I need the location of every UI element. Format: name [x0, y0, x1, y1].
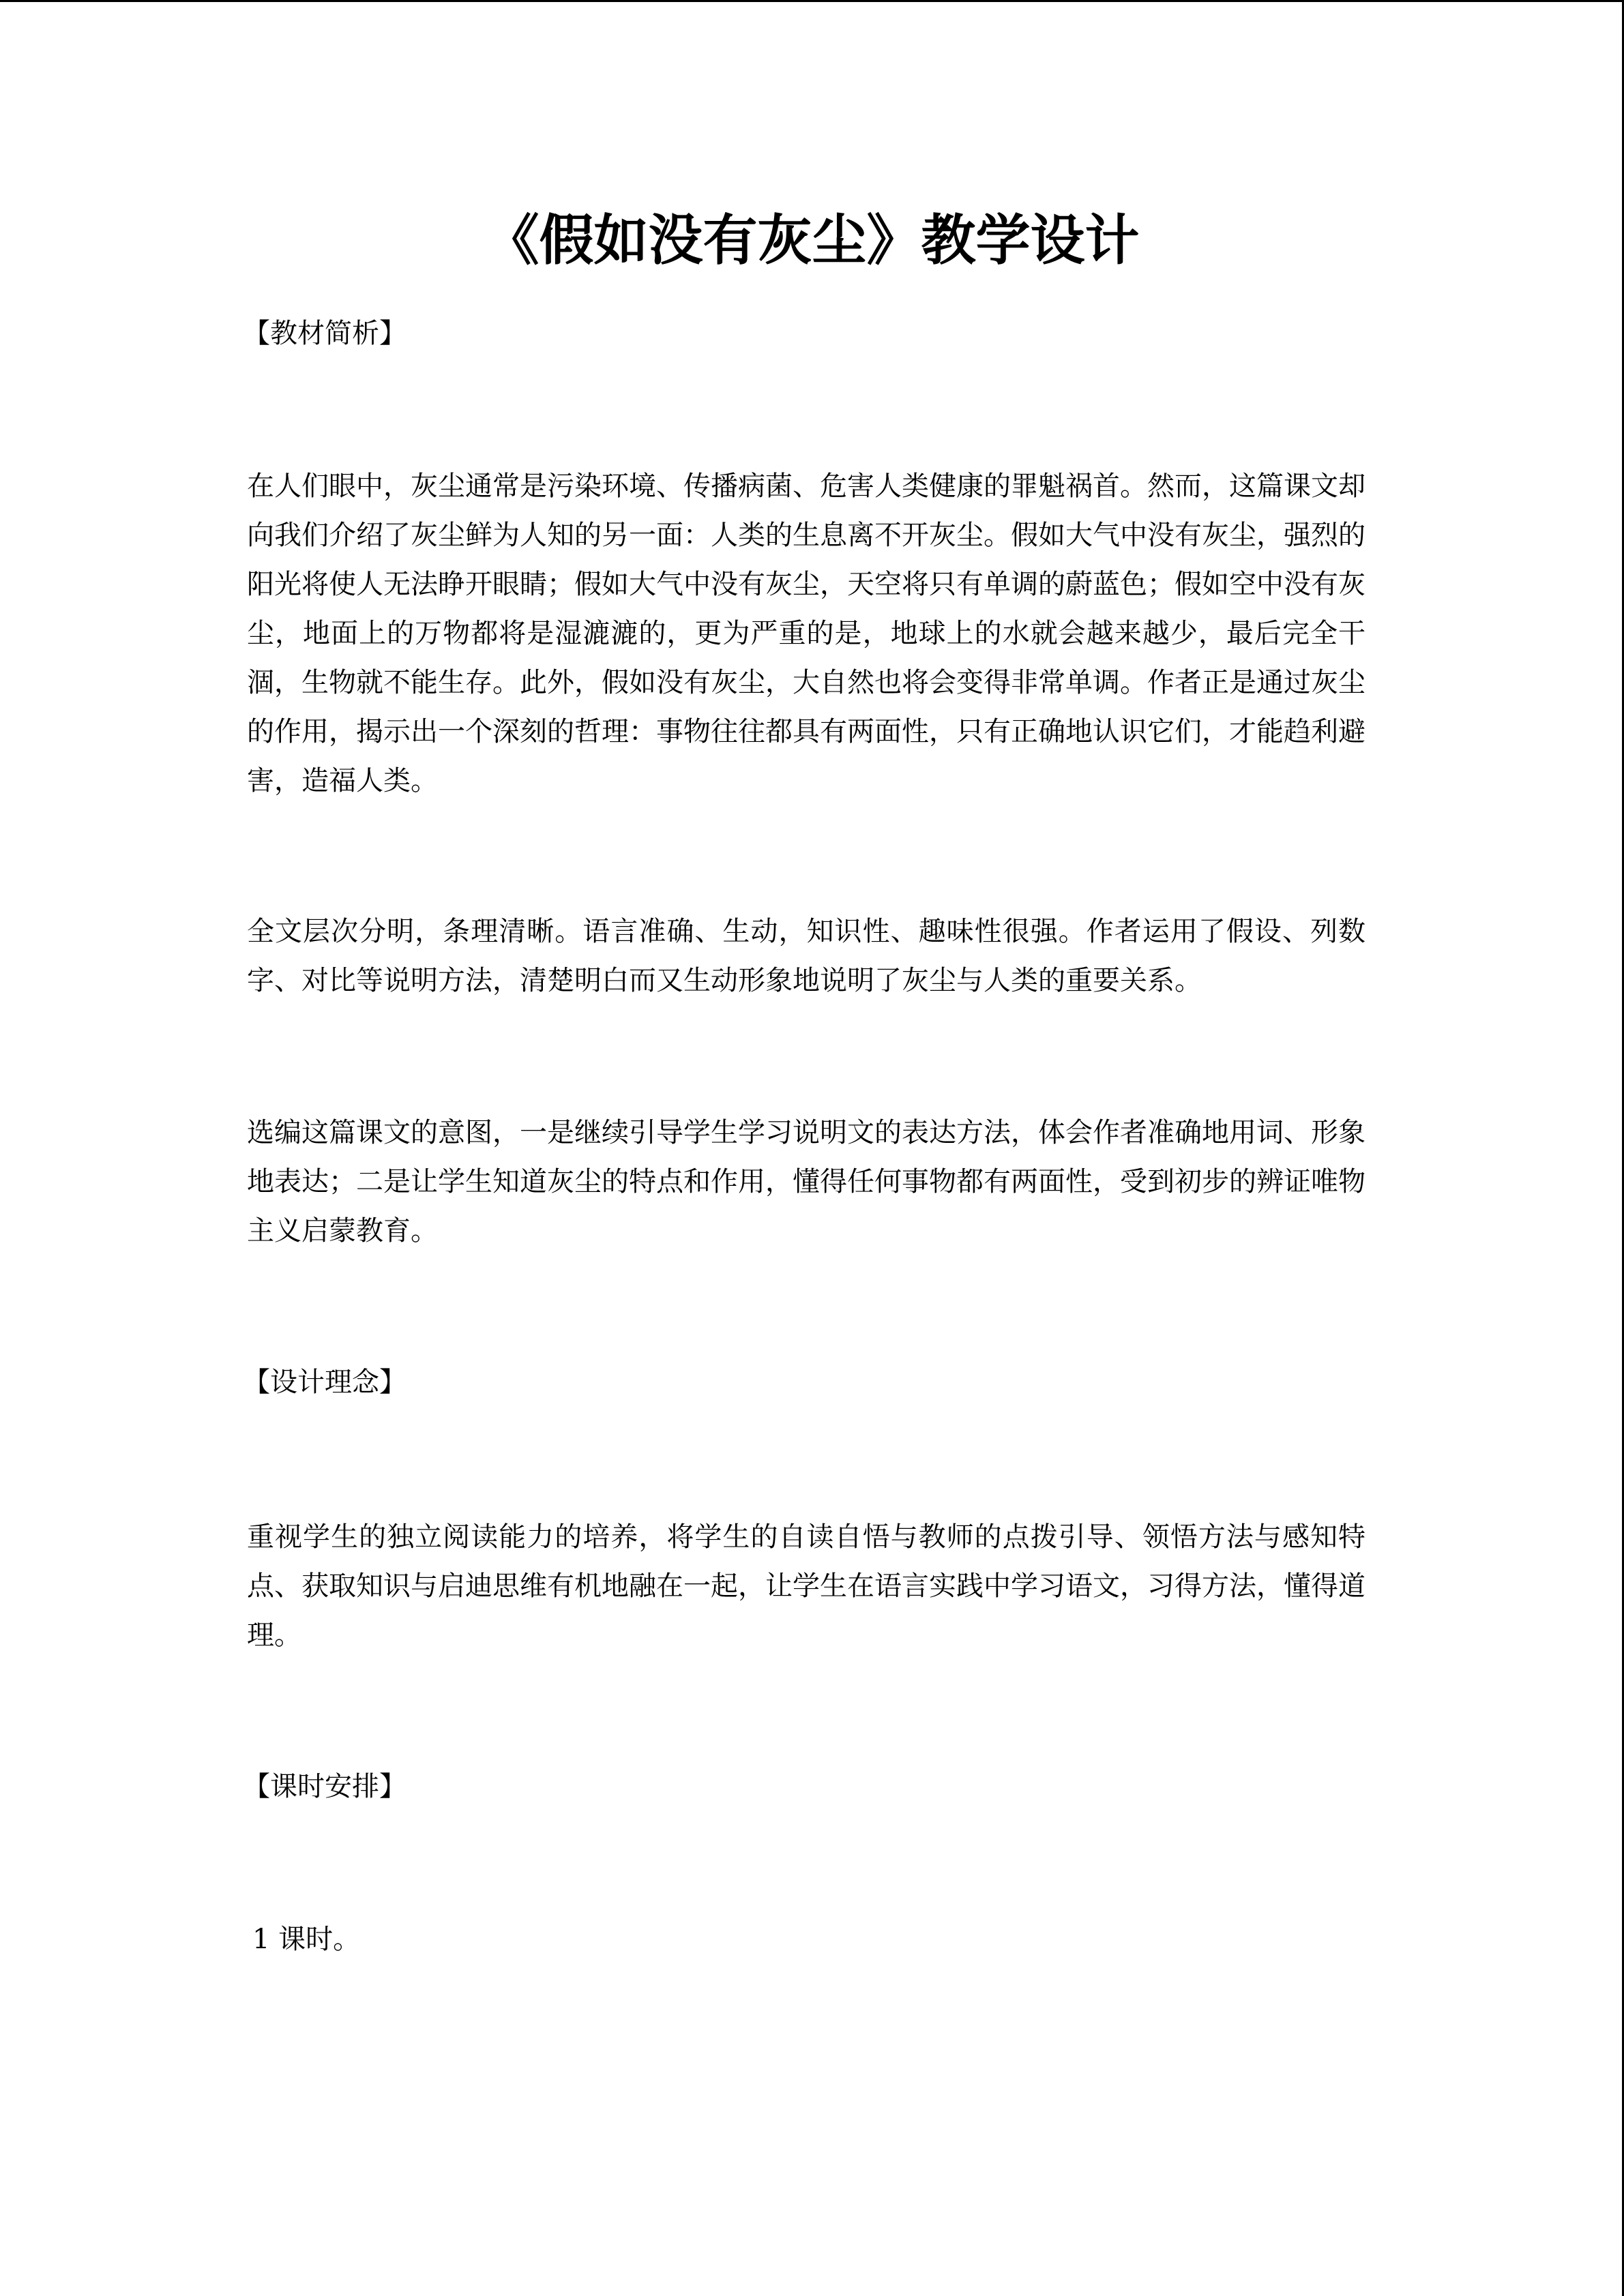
section-heading-design-concept: 【设计理念】 — [243, 1367, 407, 1398]
page-title: 《假如没有灰尘》教学设计 — [484, 208, 1140, 272]
paragraph-textbook-analysis-3: 选编这篇课文的意图，一是继续引导学生学习说明文的表达方法，体会作者准确地用词、形象地表达；二是让学生知道灰尘的特点和作用，懂得任何事物都有两面性，受到初步的辨证唯物主义启蒙教育。 — [247, 1117, 1365, 1247]
section-heading-class-schedule: 【课时安排】 — [243, 1771, 407, 1802]
paragraph-design-concept: 重视学生的独立阅读能力的培养，将学生的自读自悟与教师的点拨引导、领悟方法与感知特点、获取知识与启迪思维有机地融在一起，让学生在语言实践中学习语文，习得方法，懂得道理。 — [247, 1521, 1365, 1651]
paragraph-textbook-analysis-2: 全文层次分明，条理清晰。语言准确、生动，知识性、趣味性很强。作者运用了假设、列数字、对比等说明方法，清楚明白而又生动形象地说明了灰尘与人类的重要关系。 — [247, 916, 1365, 996]
paragraph-textbook-analysis-1: 在人们眼中，灰尘通常是污染环境、传播病菌、危害人类健康的罪魁祸首。然而，这篇课文却向我们介绍了灰尘鲜为人知的另一面：人类的生息离不开灰尘。假如大气中没有灰尘，强烈的阳光将使人无法睁开眼睛；假如大气中没有灰尘，天空将只有单调的蔚蓝色；假如空中没有灰尘，地面上的万物都将是湿漉漉的，更为严重的是，地球上的水就会越来越少，最后完全干涸，生物就不能生存。此外，假如没有灰尘，大自然也将会变得非常单调。作者正是通过灰尘的作用，揭示出一个深刻的哲理：事物往往都具有两面性，只有正确地认识它们，才能趋利避害，造福人类。 — [247, 471, 1365, 796]
page-top-border — [0, 0, 1624, 2]
section-heading-textbook-analysis: 【教材简析】 — [243, 318, 407, 349]
paragraph-class-schedule: 1 课时。 — [252, 1924, 361, 1955]
